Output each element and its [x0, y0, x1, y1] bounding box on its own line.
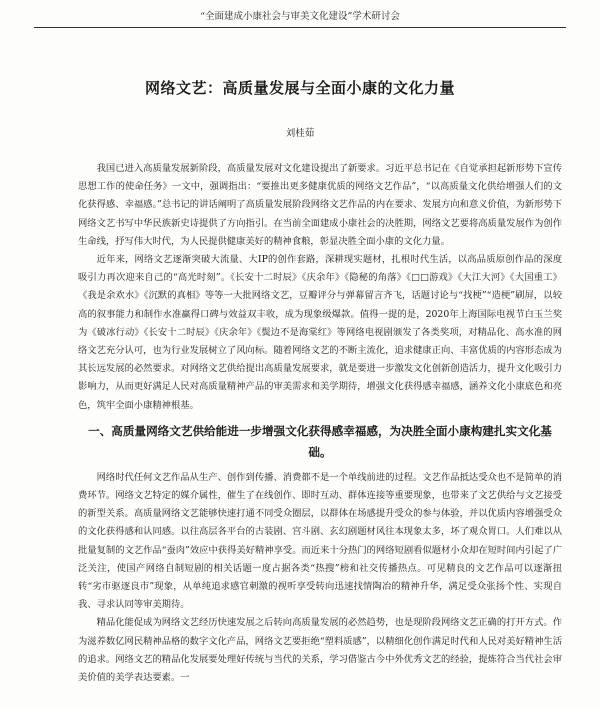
- running-header: “全面建成小康社会与审美文化建设”学术研讨会: [200, 11, 400, 22]
- article-author: 刘桂茹: [285, 128, 315, 139]
- paragraph: 我国已进入高质量发展新阶段，高质量发展对文化建设提出了新要求。习近平总书记在《自觉承担起新形势下宣传思想工作的使命任务》一文中，强调指出：“要推出更多健康优质的网络文艺作品”，“以高质量文化供给增强人们的文化获得感、幸福感。”总书记的讲话阐明了高质量发展阶段网络文艺作品的内在要求、发展方向和意义价值，为新形势下网络文艺书写中华民族新史诗提供了方向指引。在当前全面建成小康社会的决胜期，网络文艺要将高质量发展作为创作生命线，抒写伟大时代，为人民提供健康美好的精神食粮，彰显决胜全面小康的文化力量。: [78, 163, 562, 247]
- paragraph: 精品化能促成为网络文艺经历快速发展之后转向高质量发展的必然趋势，也是现阶段网络文艺正确的打开方式。作为滋养数亿网民精神品格的数字文化产品，网络文艺要拒绝“塑料质感”，以精细化创作满足时代和人民对美好精神生活的追求。网络文艺的精品化发展要处理好传统与当代的关系，学习借鉴古今中外优秀文艺的经验，提炼符合当代社会审美价值的美学表达要素。一: [78, 617, 562, 684]
- paragraph: 网络时代任何文艺作品从生产、创作到传播、消费都不是一个单线前进的过程。文艺作品抵达受众也不是简单的消费环节。网络文艺特定的媒介属性，催生了在线创作、即时互动、群体连接等重要现象，也带来了文艺供给与文艺接受的新型关系。高质量网络文艺能够快速打通不同受众圈层，以群体在场感提升受众的参与体验，并以优质内容增强受众的文化获得感和认同感。以往高层各平台的古装剧、宫斗剧、玄幻剧题材风往本现象太多，坏了观众胃口。人们难以从批量复制的文艺作品“蚕肉”效应中获得美好精神享受。而近来十分热门的网络短剧看似题材小众却在短时间内引起了广泛关注，使国产网络自制短剧的相关话题一度占据各类“热搜”榜和社交传播热点。可见精良的文艺作品可以逐渐扭转“劣市驱逐良市”现象，从单纯追求感官刺激的视听享受转向迅速找情陶冶的精神升华，满足受众张扬个性、实现自我、寻求认同等审美期待。: [78, 471, 562, 611]
- paragraph: 近年来，网络文艺逐渐突破大流量、大IP的创作套路，深耕现实题材，扎根时代生活，以高品质原创作品的深度吸引力再次迎来自己的“高光时刻”。《长安十二时辰》《庆余年》《隐秘的角落》《□□游戏》《大江大河》《大国重工》《我是余欢水》《沉默的真相》等等一大批网络文艺，豆瓣评分与弹幕留言齐飞，话题讨论与“找梗”“造梗”刷屏，以较高的叙事能力和制作水准赢得口碑与效益双丰收，成为现象级爆款。值得一提的是，2020年上海国际电视节白玉兰奖为《破冰行动》《长安十二时辰》《庆余年》《鬓边不是海棠红》等网络电视剧颁发了各类奖项，对精品化、高水准的网络文艺充分认可，也为行业发展树立了风向标。随着网络文艺的不断主流化，追求健康正向、丰富优质的内容形态成为其长远发展的必然要求。对网络文艺供给提出高质量发展要求，就是要进一步激发文化创新创造活力，提升文化吸引力影响力，从而更好满足人民对高质量精神产品的审美需求和美学期待，增强文化获得感幸福感，涵养文化小康底色和亮色，筑牢全面小康精神根基。: [78, 254, 562, 411]
- section-heading: 一、高质量网络文艺供给能进一步增强文化获得感幸福感，为决胜全面小康构建扎实文化基础。: [88, 423, 552, 459]
- article-title: 网络文艺：高质量发展与全面小康的文化力量: [144, 79, 455, 97]
- header-divider: [34, 27, 566, 28]
- article-body: [78, 160, 562, 687]
